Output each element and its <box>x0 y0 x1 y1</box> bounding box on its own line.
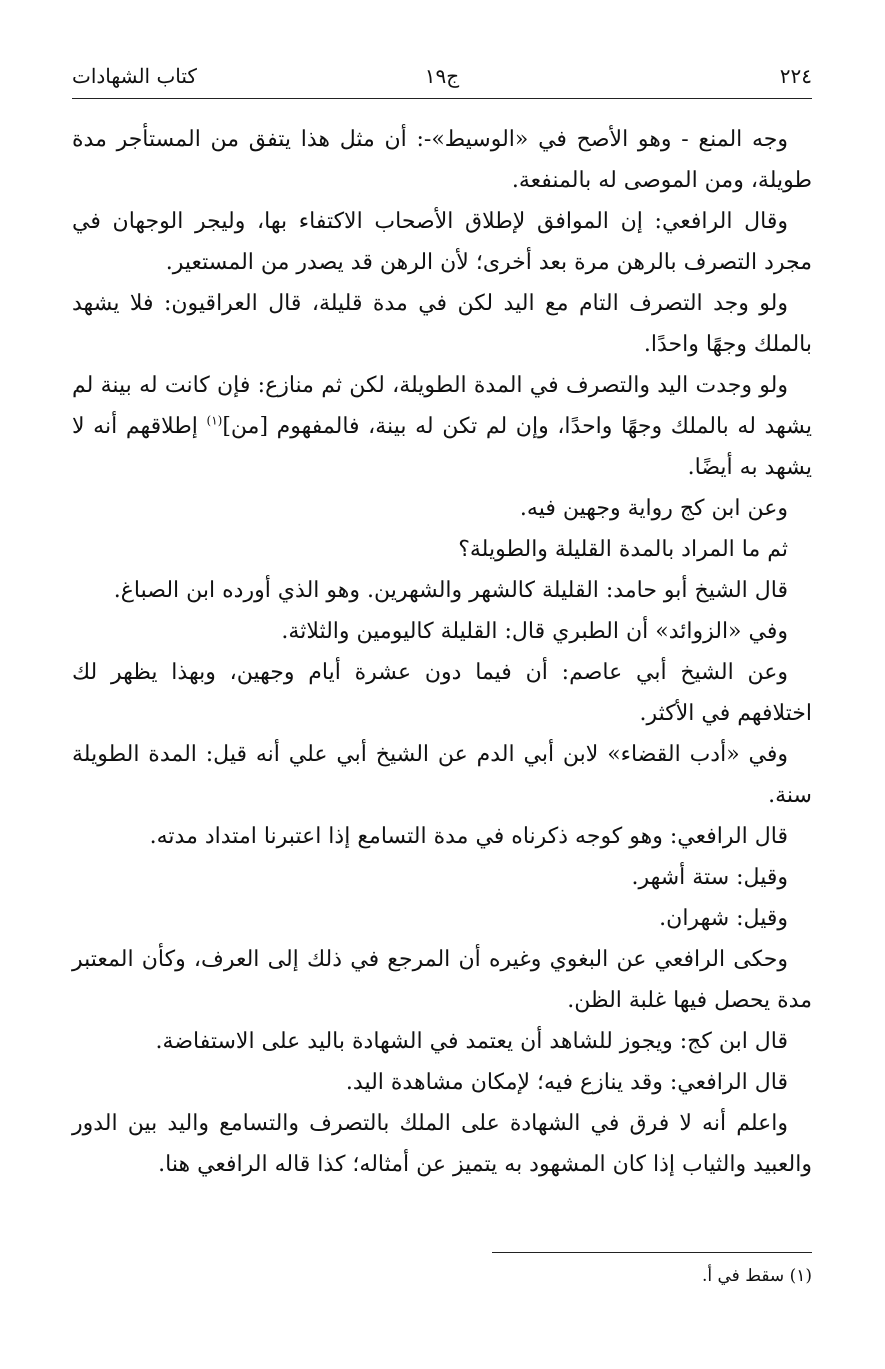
running-header <box>72 60 812 99</box>
paragraph: قال الشيخ أبو حامد: القليلة كالشهر والشهرين. وهو الذي أورده ابن الصباغ. <box>113 578 788 603</box>
footnote-separator <box>492 1252 812 1253</box>
paragraph: وفي «الزوائد» أن الطبري قال: القليلة كاليومين والثلاثة. <box>281 619 788 644</box>
main-text <box>72 119 812 1185</box>
paragraph: وقيل: ستة أشهر. <box>631 865 788 890</box>
paragraph: قال الرافعي: وهو كوجه ذكرناه في مدة التسامع إذا اعتبرنا امتداد مدته. <box>149 824 788 849</box>
paragraph <box>72 365 812 488</box>
paragraph: وقال الرافعي: إن الموافق لإطلاق الأصحاب الاكتفاء بها، وليجر الوجهان في مجرد التصرف بالرهن مرة بعد أخرى؛ لأن الرهن قد يصدر من المستعير. <box>72 209 812 275</box>
book-page <box>72 60 812 1350</box>
paragraph: وجه المنع - وهو الأصح في «الوسيط»-: أن مثل هذا يتفق من المستأجر مدة طويلة، ومن الموصى له بالمنفعة. <box>72 127 812 193</box>
paragraph: وعن الشيخ أبي عاصم: أن فيما دون عشرة أيام وجهين، وبهذا يظهر لك اختلافهم في الأكثر. <box>72 660 812 726</box>
volume-label: ج١٩ <box>424 64 460 88</box>
paragraph: ثم ما المراد بالمدة القليلة والطويلة؟ <box>458 537 788 562</box>
footnote: (١) سقط في أ. <box>701 1266 812 1286</box>
paragraph: قال ابن كج: ويجوز للشاهد أن يعتمد في الشهادة باليد على الاستفاضة. <box>155 1029 788 1054</box>
paragraph-text: إطلاقهم أنه لا يشهد به أيضًا. <box>72 414 812 480</box>
paragraph: وقيل: شهران. <box>659 906 788 931</box>
footnote-reference: (١) <box>206 413 223 428</box>
paragraph-text: ولو وجدت اليد والتصرف في المدة الطويلة، لكن ثم منازع: فإن كانت له بينة لم يشهد له بالملك وجهًا واحدًا، وإن لم تكن له بينة، فالمفهوم [من] <box>72 373 812 439</box>
paragraph: وعن ابن كج رواية وجهين فيه. <box>519 496 788 521</box>
paragraph: قال الرافعي: وقد ينازع فيه؛ لإمكان مشاهدة اليد. <box>345 1070 788 1095</box>
page-number: ٢٢٤ <box>779 64 812 88</box>
paragraph: وفي «أدب القضاء» لابن أبي الدم عن الشيخ أبي علي أنه قيل: المدة الطويلة سنة. <box>72 742 812 808</box>
book-title: كتاب الشهادات <box>72 64 197 88</box>
paragraph: ولو وجد التصرف التام مع اليد لكن في مدة قليلة، قال العراقيون: فلا يشهد بالملك وجهًا واحدًا. <box>72 291 812 357</box>
paragraph: وحكى الرافعي عن البغوي وغيره أن المرجع في ذلك إلى العرف، وكأن المعتبر مدة يحصل فيها غلبة الظن. <box>72 947 812 1013</box>
paragraph: واعلم أنه لا فرق في الشهادة على الملك بالتصرف والتسامع واليد بين الدور والعبيد والثياب إذا كان المشهود به يتميز عن أمثاله؛ كذا قاله الرافعي هنا. <box>72 1111 812 1177</box>
